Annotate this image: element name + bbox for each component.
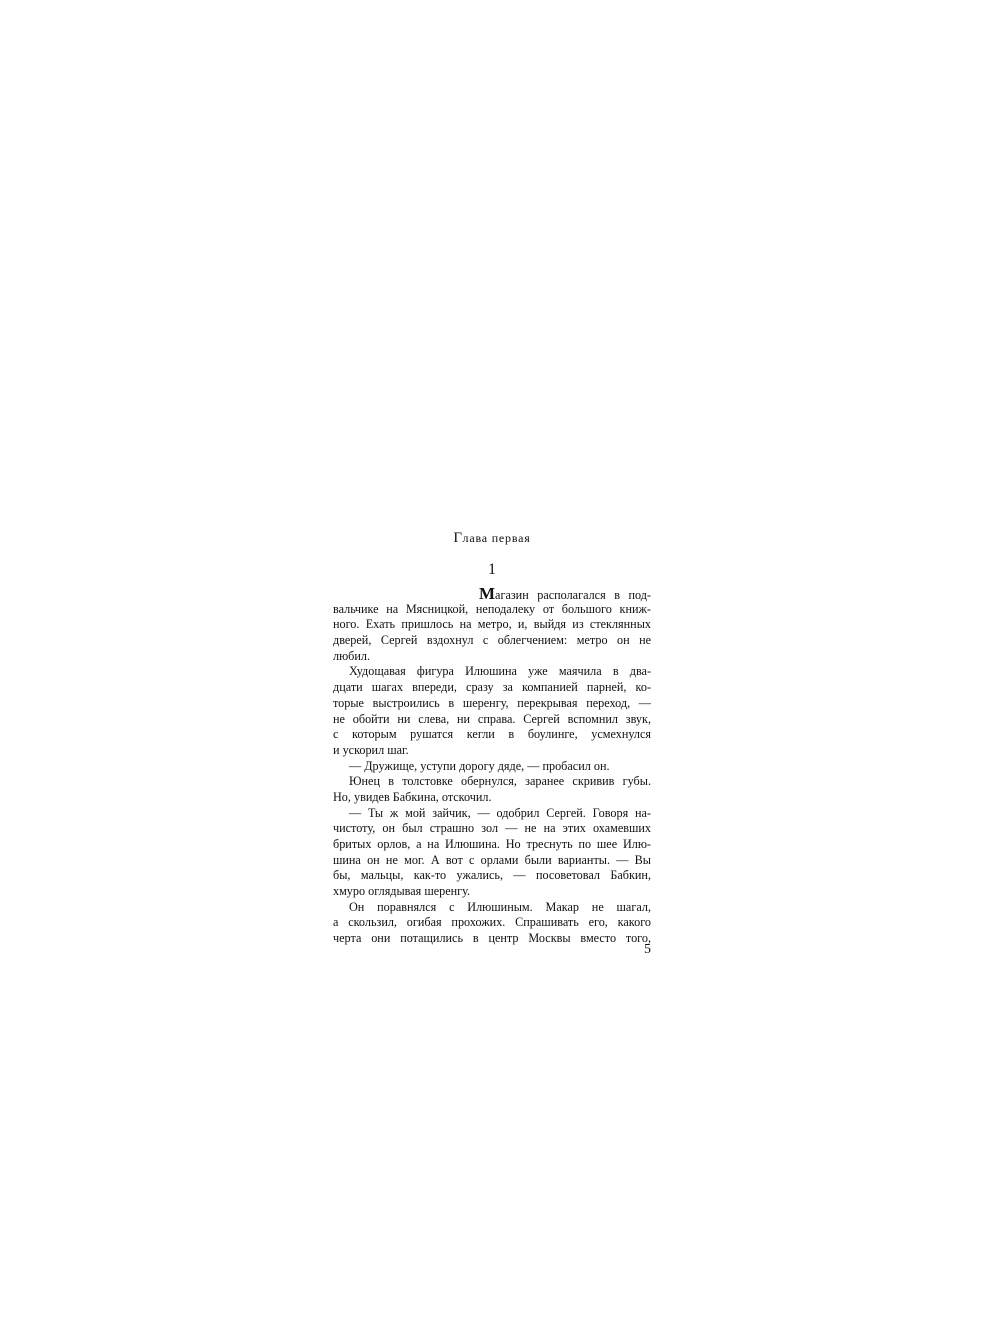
text-line: торые выстроились в шеренгу, перекрывая переход, — [333, 695, 651, 710]
text-line: Он поравнялся с Илюшиным. Макар не шагал, [349, 899, 651, 914]
text-line: бритых орлов, а на Илюшина. Но треснуть по шее Илю- [333, 837, 651, 851]
text-line-content: агазин располагался в под- [495, 588, 651, 602]
text-line: ного. Ехать пришлось на метро, и, выйдя из стеклянных [333, 617, 651, 632]
text-line: — Ты ж мой зайчик, — одобрил Сергей. Говоря на- [349, 805, 651, 820]
chapter-title-rest: лава первая [462, 531, 531, 545]
text-line: Худощавая фигура Илюшина уже маячила в два- [349, 664, 651, 679]
text-line: Но, увидев Бабкина, отскочил. [333, 789, 492, 804]
text-line: любил. [333, 648, 371, 663]
text-line: с которым рушатся кегли в боулинге, усмехнулся [333, 727, 651, 742]
text-line: и ускорил шаг. [333, 742, 409, 757]
text-line [333, 586, 651, 602]
text-line: хмуро оглядывая шеренгу. [333, 884, 471, 899]
text-line: дцати шагах впереди, сразу за компанией парней, ко- [333, 680, 651, 695]
text-line: вальчике на Мясницкой, неподалеку от большого книж- [333, 601, 651, 616]
text-line: Юнец в толстовке обернулся, заранее скривив губы. [349, 774, 651, 789]
body-text [333, 586, 651, 947]
drop-cap: М [479, 584, 496, 603]
text-line: чистоту, он был страшно зол — не на этих охамевших [333, 821, 651, 836]
text-line: черта они потащились в центр Москвы вместо того, [333, 931, 651, 946]
text-line: дверей, Сергей вздохнул с облегчением: метро он не [333, 633, 651, 648]
chapter-title [333, 529, 651, 547]
text-line: — Дружище, уступи дорогу дяде, — пробасил он. [349, 758, 610, 773]
section-number: 1 [488, 561, 496, 578]
text-line: не обойти ни слева, ни справа. Сергей вспомнил звук, [333, 711, 651, 726]
text-line: а скользил, огибая прохожих. Спрашивать его, какого [333, 915, 651, 930]
text-line: шина он не мог. А вот с орлами были варианты. — Вы [333, 852, 651, 867]
text-line: бы, мальцы, как-то ужались, — посоветовал Бабкин, [333, 868, 651, 883]
chapter-title-initial: Г [453, 530, 463, 546]
page-number: 5 [644, 942, 651, 957]
